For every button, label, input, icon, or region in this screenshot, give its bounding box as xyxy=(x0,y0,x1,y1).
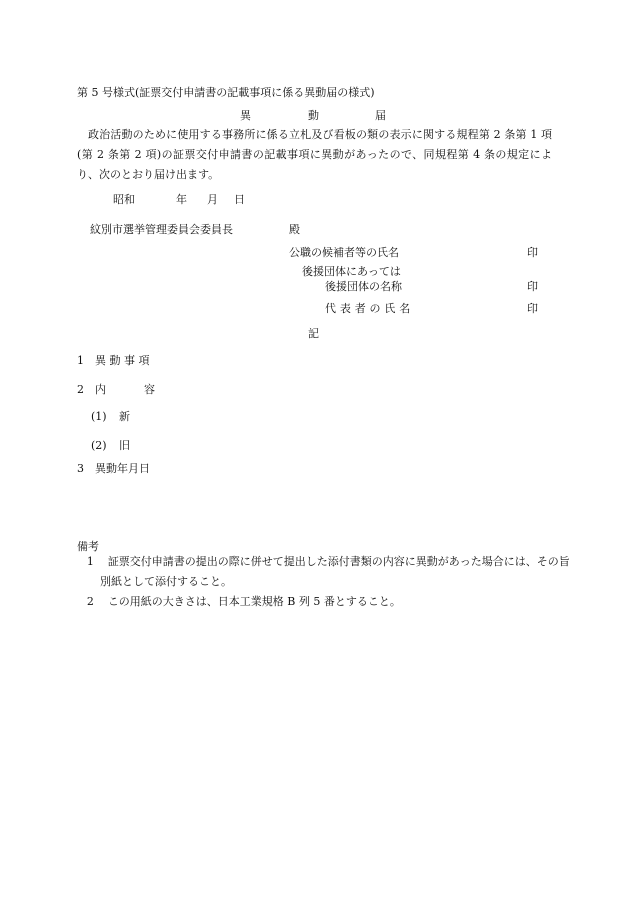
seal-mark-candidate: 印 xyxy=(527,246,538,259)
group-name-label: 後援団体の名称 xyxy=(325,280,402,293)
remark-note-1 xyxy=(78,552,574,592)
ki-label: 記 xyxy=(308,327,319,340)
group-note: 後援団体にあっては xyxy=(302,265,401,278)
item-1-label: 異 動 事 項 xyxy=(95,354,150,367)
item-2-2-number: (2) xyxy=(91,439,107,452)
heading-char-2: 動 xyxy=(308,109,319,122)
remark-note-2 xyxy=(78,592,574,612)
form-title: 第 5 号様式(証票交付申請書の記載事項に係る異動届の様式) xyxy=(77,86,375,99)
heading-char-1: 異 xyxy=(240,109,251,122)
item-2-char-1: 内 xyxy=(95,383,106,396)
date-month: 月 xyxy=(207,193,218,206)
seal-mark-representative: 印 xyxy=(527,302,538,315)
heading-char-3: 届 xyxy=(375,109,386,122)
item-2-1-number: (1) xyxy=(91,410,107,423)
item-1-number: 1 xyxy=(77,354,84,367)
remark-note-1-text: 証票交付申請書の提出の際に併せて提出した添付書類の内容に異動があった場合には、その旨別紙として添付すること。 xyxy=(100,555,570,588)
remarks-title: 備考 xyxy=(77,540,99,553)
item-2-number: 2 xyxy=(77,383,84,396)
date-era: 昭和 xyxy=(113,193,135,206)
body-paragraph: 政治活動のために使用する事務所に係る立札及び看板の類の表示に関する規程第 2 条第 1 項(第 2 条第 2 項)の証票交付申請書の記載事項に異動があったので、同規程第 4 条の規定により、次のとおり届け出ます。 xyxy=(77,128,552,181)
seal-mark-group: 印 xyxy=(527,280,538,293)
item-2-char-2: 容 xyxy=(144,383,155,396)
addressee-name: 紋別市選挙管理委員会委員長 xyxy=(90,223,233,236)
item-2-2-label: 旧 xyxy=(119,439,130,452)
item-3-number: 3 xyxy=(77,462,84,475)
remark-note-2-number: 2 xyxy=(86,595,94,608)
remark-note-1-number: 1 xyxy=(86,555,94,568)
remark-note-2-text: この用紙の大きさは、日本工業規格 B 列 5 番とすること。 xyxy=(107,595,401,608)
item-3-label: 異動年月日 xyxy=(95,462,150,475)
date-day: 日 xyxy=(234,193,245,206)
addressee-honorific: 殿 xyxy=(289,223,300,236)
item-2-1-label: 新 xyxy=(119,410,130,423)
representative-name-label: 代表者の氏名 xyxy=(325,302,415,315)
candidate-name-label: 公職の候補者等の氏名 xyxy=(289,246,399,259)
date-year: 年 xyxy=(176,193,187,206)
